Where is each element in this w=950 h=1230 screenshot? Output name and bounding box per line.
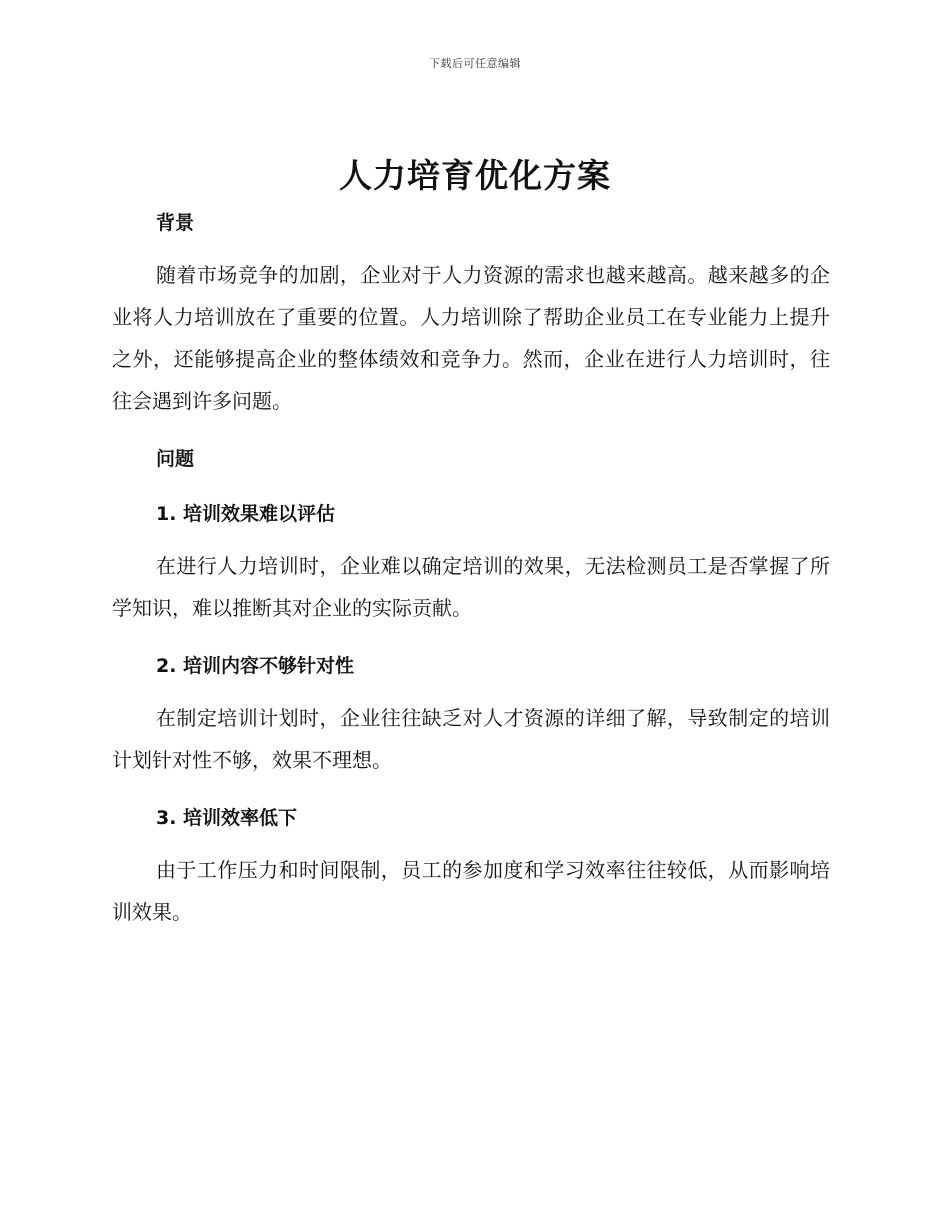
- document-title: 人力培育优化方案: [339, 156, 611, 195]
- problem-3-paragraph: 由于工作压力和时间限制，员工的参加度和学习效率往往较低，从而影响培训效果。: [112, 858, 830, 924]
- header-note: 下载后可任意编辑: [429, 57, 521, 70]
- problem-1-paragraph: 在进行人力培训时，企业难以确定培训的效果，无法检测员工是否掌握了所学知识，难以推断其对企业的实际贡献。: [112, 554, 830, 620]
- problem-3-heading: 3. 培训效率低下: [156, 807, 298, 829]
- section-heading-problems: 问题: [156, 448, 195, 470]
- problem-2-heading: 2. 培训内容不够针对性: [156, 655, 355, 677]
- section-heading-background: 背景: [156, 212, 195, 234]
- problem-2-paragraph: 在制定培训计划时，企业往往缺乏对人才资源的详细了解，导致制定的培训计划针对性不够，效果不理想。: [112, 706, 830, 772]
- problem-1-heading: 1. 培训效果难以评估: [156, 503, 336, 525]
- background-paragraph: 随着市场竞争的加剧，企业对于人力资源的需求也越来越高。越来越多的企业将人力培训放在了重要的位置。人力培训除了帮助企业员工在专业能力上提升之外，还能够提高企业的整体绩效和竞争力。然而，企业在进行人力培训时，往往会遇到许多问题。: [112, 263, 830, 413]
